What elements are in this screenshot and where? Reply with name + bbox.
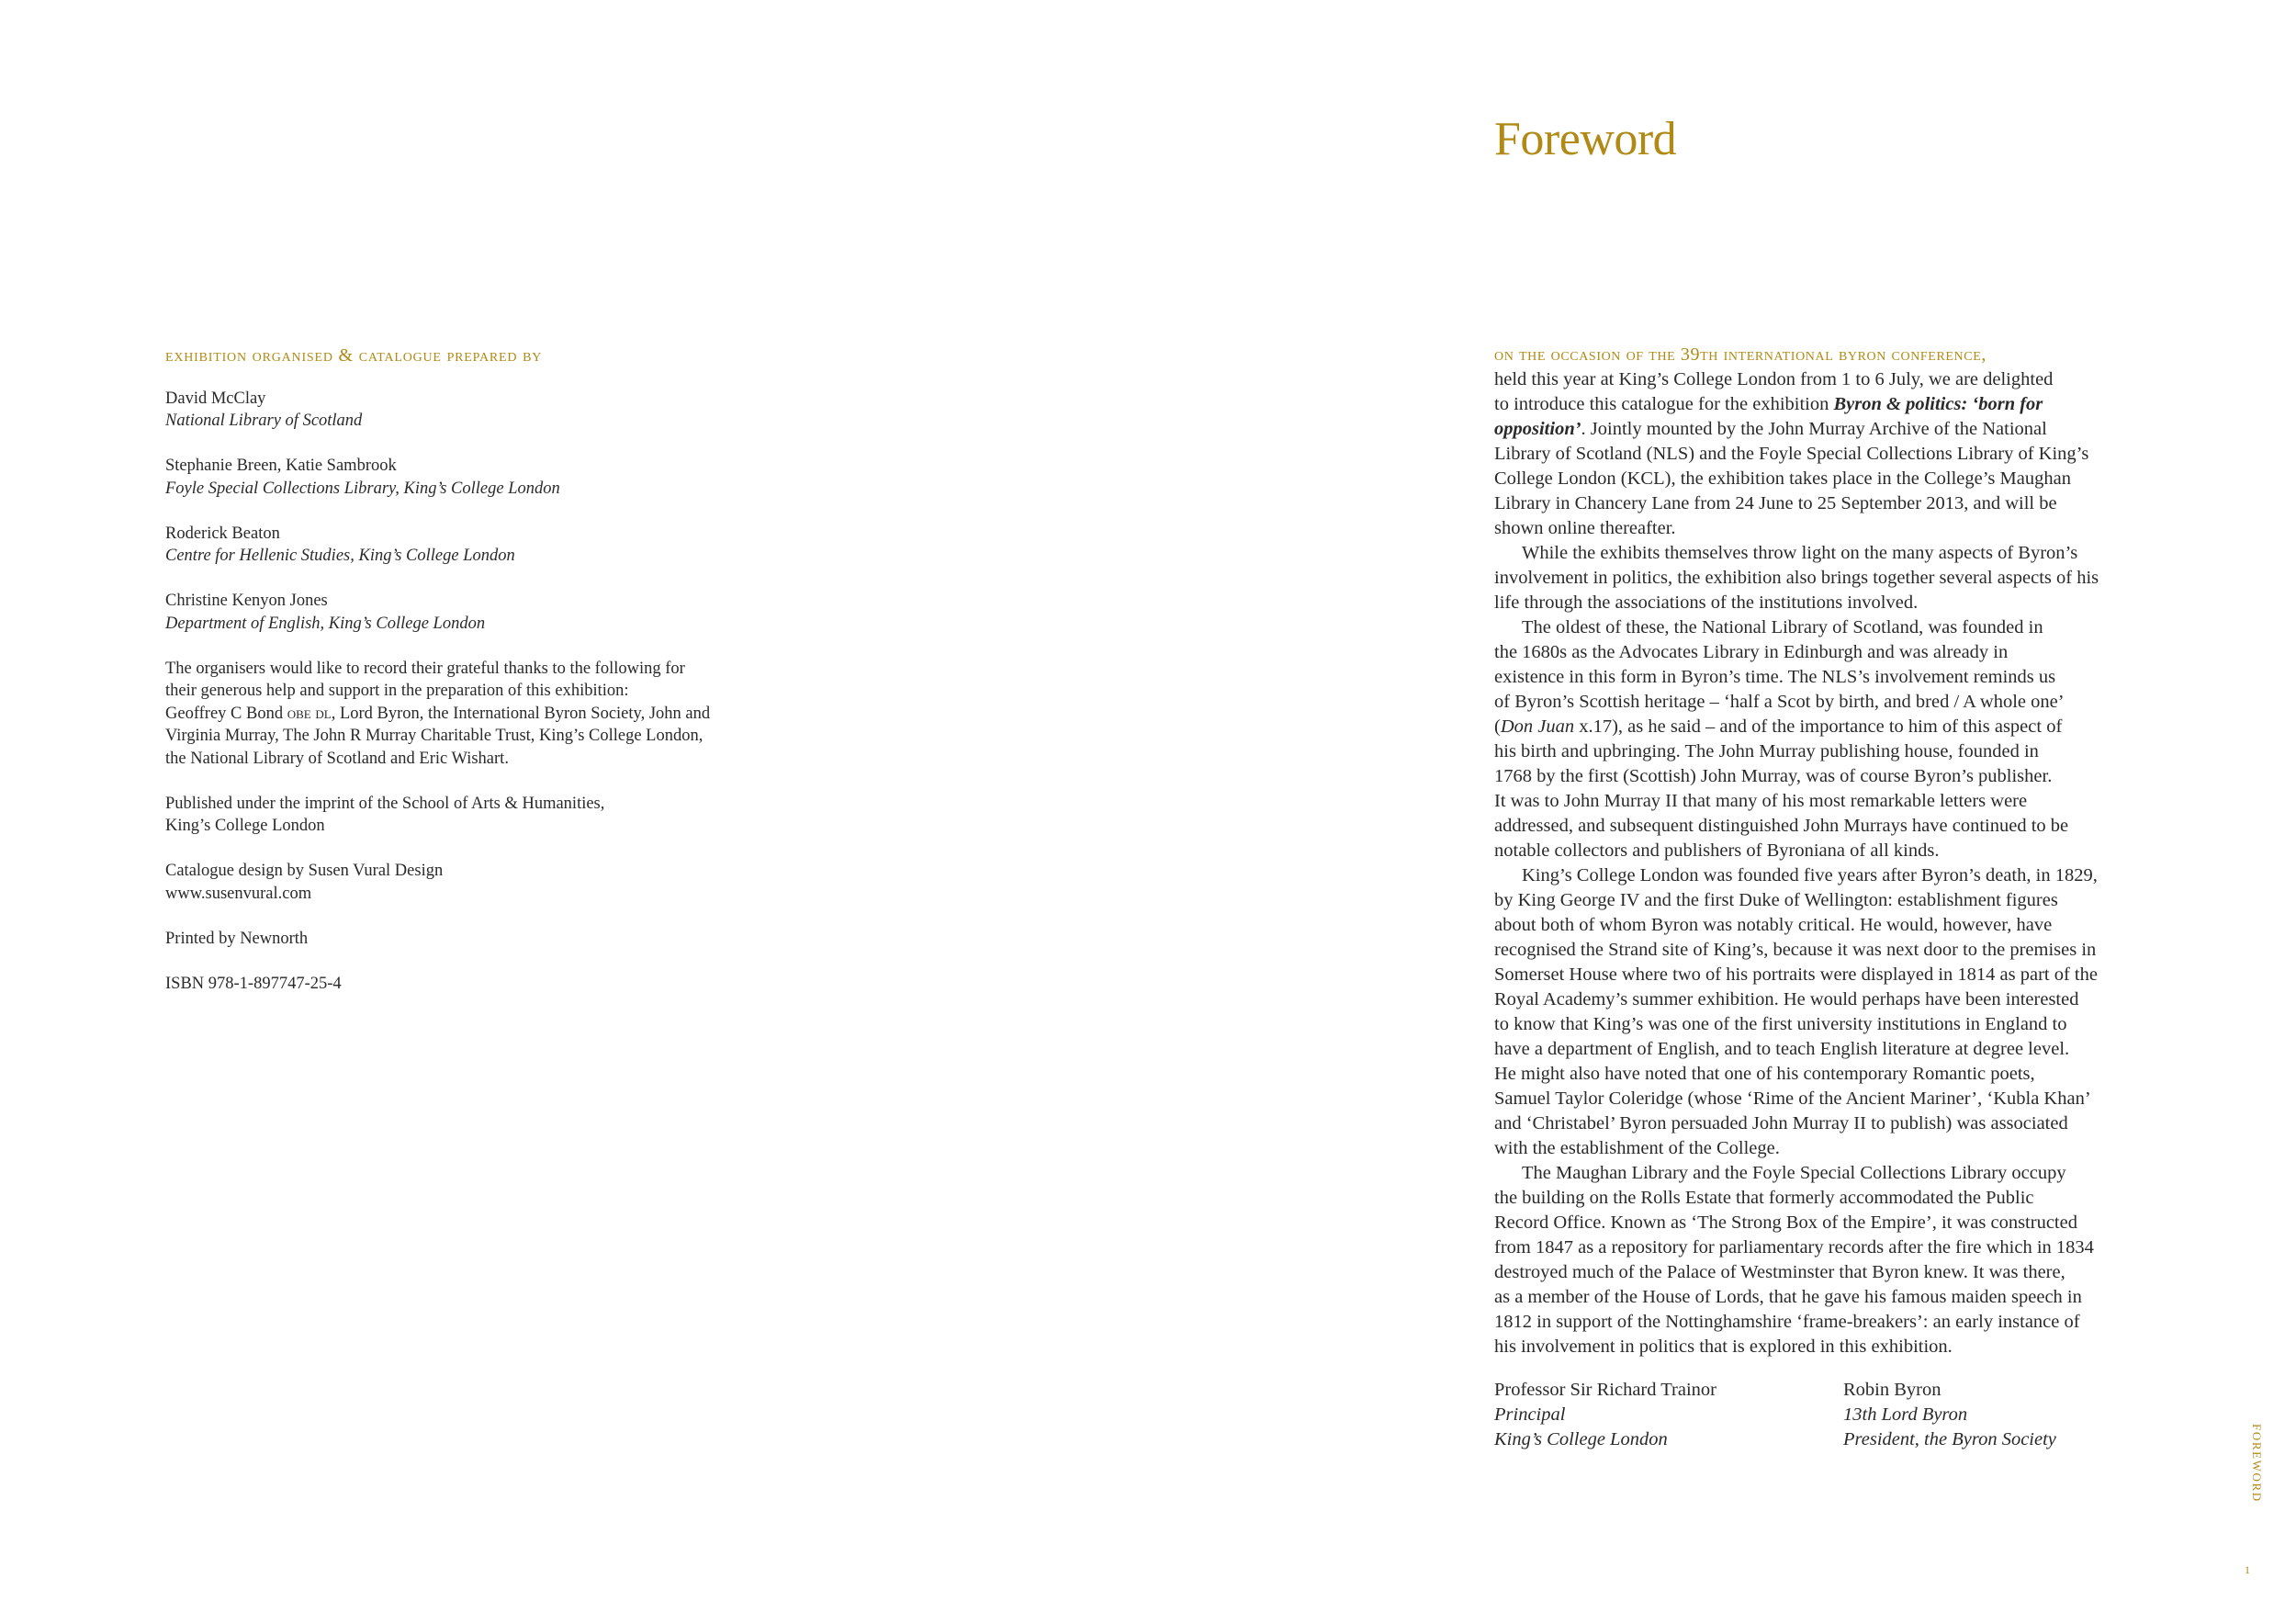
- foreword-paragraph: The Maughan Library and the Foyle Special Collections Library occupy the building on the Rolls Estate that formerly accommodated the Public Record Office. Known as ‘The Strong Box of the Empire’, it was constructed from 1847 as a repository for parliamentary records after the fire which in 1834 destroyed much of the Palace of Westminster that Byron knew. It was there, as a member of the House of Lords, that he gave his famous maiden speech in 1812 in support of the Nottinghamshire ‘frame-breakers’: an early instance of his involvement in politics that is explored in this exhibition.: [1494, 1163, 2094, 1357]
- work-title: Don Juan: [1500, 716, 1575, 737]
- foreword-paragraph: While the exhibits themselves throw light on the many aspects of Byron’s involvement in politics, the exhibition also brings together several aspects of his life through the associations of the institutions involved.: [1494, 543, 2099, 613]
- acknowledgements-line: the National Library of Scotland and Eric Wishart.: [165, 749, 509, 768]
- opening-line: on the occasion of the 39th international byron conference,: [1494, 344, 1986, 365]
- signatory-org: King’s College London: [1494, 1429, 1668, 1449]
- credit-name: Christine Kenyon Jones: [165, 592, 328, 610]
- credits-page: [165, 344, 827, 1018]
- foreword-paragraph: on the occasion of the 39th international byron conference, held this year at King’s College London from 1 to 6 July, we are delighted to introduce this catalogue for the exhibition Byron & politics: ‘born for opposition’. Jointly mounted by the John Murray Archive of the National Library of Scotland (NLS) and the Foyle Special Collections Library of King’s College London (KCL), the exhibition takes place in the College’s Maughan Library in Chancery Lane from 24 June to 25 September 2013, and will be shown online thereafter.: [1494, 343, 2165, 541]
- page-title: Foreword: [1494, 113, 1677, 165]
- isbn: ISBN 978-1-897747-25-4: [165, 974, 342, 993]
- credit-entry: [165, 523, 827, 568]
- printer-credit: Printed by Newnorth: [165, 929, 309, 948]
- running-head: FOREWORD: [2250, 1424, 2264, 1503]
- signatory-name: Professor Sir Richard Trainor: [1494, 1380, 1717, 1400]
- signature-block: [1843, 1378, 2056, 1452]
- signature-block: [1494, 1378, 1716, 1452]
- credit-name: Roderick Beaton: [165, 524, 280, 543]
- honours-abbrev: obe dl: [287, 704, 332, 723]
- credit-entry: [165, 590, 827, 635]
- page-number: 1: [2245, 1563, 2250, 1576]
- signatory-role: 13th Lord Byron: [1843, 1404, 1968, 1425]
- acknowledgements: [165, 658, 827, 771]
- credit-org: Department of English, King’s College London: [165, 614, 486, 633]
- imprint-note: Published under the imprint of the School of Arts & Humanities, King’s College London: [165, 794, 605, 835]
- credit-org: Foyle Special Collections Library, King’s College London: [165, 479, 560, 498]
- design-credit: Catalogue design by Susen Vural Design www.susenvural.com: [165, 860, 827, 905]
- acknowledgements-line: Virginia Murray, The John R Murray Charitable Trust, King’s College London,: [165, 727, 703, 745]
- foreword-paragraph: The oldest of these, the National Library of Scotland, was founded in the 1680s as the Advocates Library in Edinburgh and was already in existence in this form in Byron’s time. The NLS’s involvement reminds us of Byron’s Scottish heritage – ‘half a Scot by birth, and bred / A whole one’ (Don Juan x.17), as he said – and of the importance to him of this aspect of his birth and upbringing. The John Murray publishing house, founded in 1768 by the first (Scottish) John Murray, was of course Byron’s publisher. It was to John Murray II that many of his most remarkable letters were addressed, and subsequent distinguished John Murrays have continued to be notable collectors and publishers of Byroniana of all kinds.: [1494, 617, 2069, 861]
- signatory-org: President, the Byron Society: [1843, 1429, 2056, 1449]
- signatory-name: Robin Byron: [1843, 1380, 1941, 1400]
- acknowledgements-line: The organisers would like to record their grateful thanks to the following for: [165, 659, 685, 678]
- acknowledgements-line: their generous help and support in the preparation of this exhibition:: [165, 682, 629, 700]
- credit-entry: [165, 388, 827, 433]
- credits-heading: exhibition organised & catalogue prepared by: [165, 345, 543, 366]
- foreword-paragraph: King’s College London was founded five years after Byron’s death, in 1829, by King George IV and the first Duke of Wellington: establishment figures about both of whom Byron was notably critical. He would, however, have recognised the Strand site of King’s, because it was next door to the premises in Somerset House where two of his portraits were displayed in 1814 as part of the Royal Academy’s summer exhibition. He would perhaps have been interested to know that King’s was one of the first university institutions in England to have a department of English, and to teach English literature at degree level. He might also have noted that one of his contemporary Romantic poets, Samuel Taylor Coleridge (whose ‘Rime of the Ancient Mariner’, ‘Kubla Khan’ and ‘Christabel’ Byron persuaded John Murray II to publish) was associated with the establishment of the College.: [1494, 865, 2098, 1158]
- foreword-text: [1494, 343, 2165, 1359]
- exhibition-title: Byron & politics: ‘born for: [1833, 394, 2043, 414]
- credit-org: National Library of Scotland: [165, 412, 363, 430]
- credit-name: David McClay: [165, 389, 266, 408]
- credit-entry: [165, 455, 827, 500]
- credit-org: Centre for Hellenic Studies, King’s College London: [165, 547, 515, 565]
- credit-name: Stephanie Breen, Katie Sambrook: [165, 457, 397, 475]
- designer-website: www.susenvural.com: [165, 884, 312, 903]
- exhibition-title: opposition’: [1494, 419, 1581, 439]
- acknowledgements-line: Geoffrey C Bond obe dl, Lord Byron, the International Byron Society, John and: [165, 704, 711, 723]
- signatory-role: Principal: [1494, 1404, 1566, 1425]
